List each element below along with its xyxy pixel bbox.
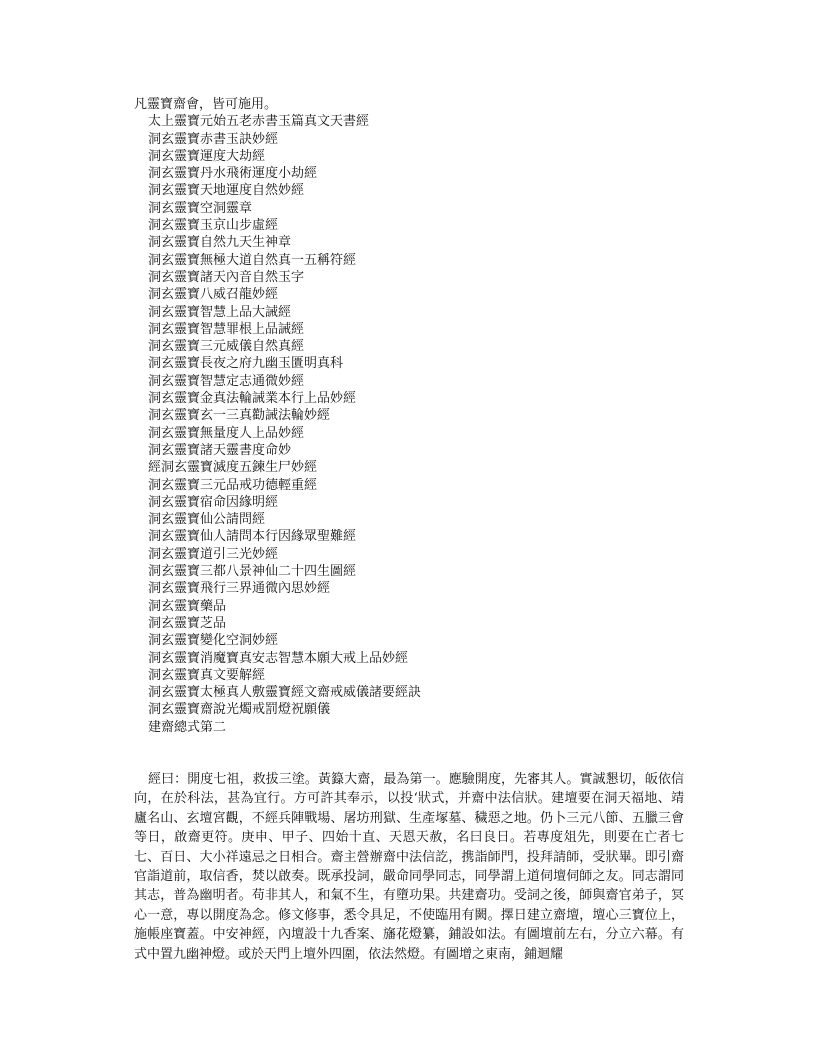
list-item: 洞玄靈寶宿命因緣明經 xyxy=(148,494,279,510)
list-item: 洞玄靈寶仙公請問經 xyxy=(148,512,266,528)
list-item: 洞玄靈寶天地運度自然妙經 xyxy=(148,183,305,199)
list-item: 洞玄靈寶三元品戒功德輕重經 xyxy=(148,477,318,493)
body-paragraph: 經曰：開度七祖，救拔三塗。黃籙大齋，最為第一。應驗開度，先審其人。實誠懇切，皈依信向，在於科法，甚為宜行。方可許其奉示，以投‘狀式，并齋中法信狀。建壇要在洞天福地、靖廬名山、玄壇宮觀，不經兵陣戰場、屠坊刑獄、生產塚墓、穢惡之地。仍卜三元八節、五臘三會等日，啟齋更符。庚申、甲子、四始十直、天恩天赦，名曰良日。若專度俎先，則要在亡者七七、百日、大小祥遠忌之日相合。齋主營辦齋中法信訖，携詣師門，投拜請師，受狀畢。即引齋官詣道前，取信香，焚以啟奏。既承投詞，嚴命同學同志，同學謂上道伺壇伺師之友。同志謂同其志，普為幽明者。苟非其人，和氣不生，有墮功果。共建齋功。受詞之後，師與齋官弟子，冥心一意，專以開度為念。修文修事，悉令具足，不使臨用有闕。擇日建立齋壇，壇心三寶位上，施帳座寶蓋。中安神經，內壇設十九香案、旛花燈纂，鋪設如法。有圖壇前左右，分立六幕。有式中置九幽神燈。或於天門上壇外四圍，依法然燈。有圖增之東南，鋪迴耀 xyxy=(134,772,684,962)
list-item: 洞玄靈寶空洞靈章 xyxy=(148,200,253,216)
list-item: 洞玄靈寶三都八景神仙二十四生圖經 xyxy=(148,564,357,580)
list-item: 洞玄靈寶無極大道自然真一五稱符經 xyxy=(148,252,357,268)
list-item: 洞玄靈寶智慧上品大誡經 xyxy=(148,304,292,320)
list-item: 洞玄靈寶玄一三真勸誡法輪妙經 xyxy=(148,408,331,424)
list-item: 洞玄靈寶消魔寶真安志智慧本願大戒上品妙經 xyxy=(148,650,409,666)
intro-line: 凡靈寶齋會，皆可施用。 xyxy=(134,97,278,112)
list-item: 洞玄靈寶仙人請問本行因緣眾聖難經 xyxy=(148,529,357,545)
list-item: 洞玄靈寶智慧定志通微妙經 xyxy=(148,373,305,389)
list-item: 洞玄靈寶道引三光妙經 xyxy=(148,546,279,562)
list-item: 洞玄靈寶三元威儀自然真經 xyxy=(148,339,305,355)
scripture-list xyxy=(134,96,694,736)
list-item: 洞玄靈寶八威召龍妙經 xyxy=(148,287,279,303)
list-item: 洞玄靈寶太極真人敷靈寶經文齋戒威儀諸要經訣 xyxy=(148,685,422,701)
list-item: 洞玄靈寶芝品 xyxy=(148,615,227,631)
list-item: 經洞玄靈寶滅度五鍊生尸妙經 xyxy=(148,460,318,476)
list-item: 洞玄靈寶真文要解經 xyxy=(148,667,266,683)
list-item: 洞玄靈寶變化空洞妙經 xyxy=(148,633,279,649)
list-item: 洞玄靈寶藥品 xyxy=(148,598,227,614)
list-item: 洞玄靈寶諸天內音自然玉字 xyxy=(148,269,305,285)
list-item: 洞玄靈寶長夜之府九幽玉匱明真科 xyxy=(148,356,344,372)
list-item: 洞玄靈寶運度大劫經 xyxy=(148,148,266,164)
list-item: 洞玄靈寶玉京山步虛經 xyxy=(148,218,279,234)
list-item: 洞玄靈寶丹水飛術運度小劫經 xyxy=(148,166,318,182)
list-item: 太上靈寶元始五老赤書玉篇真文天書經 xyxy=(148,114,370,130)
list-item: 洞玄靈寶智慧罪根上品誡經 xyxy=(148,321,305,337)
list-item: 洞玄靈寶自然九天生神章 xyxy=(148,235,292,251)
list-item: 洞玄靈寶金真法輪誡業本行上品妙經 xyxy=(148,391,357,407)
list-item: 洞玄靈寶無量度人上品妙經 xyxy=(148,425,305,441)
section-heading: 建齋總式第二 xyxy=(148,719,227,735)
list-item: 洞玄靈寶諸天靈書度命妙 xyxy=(148,442,292,458)
list-item: 洞玄靈寶齋說光燭戒罰燈祝願儀 xyxy=(148,702,331,718)
list-item: 洞玄靈寶飛行三界通微內思妙經 xyxy=(148,581,331,597)
list-item: 洞玄靈寶赤書玉訣妙經 xyxy=(148,131,279,147)
